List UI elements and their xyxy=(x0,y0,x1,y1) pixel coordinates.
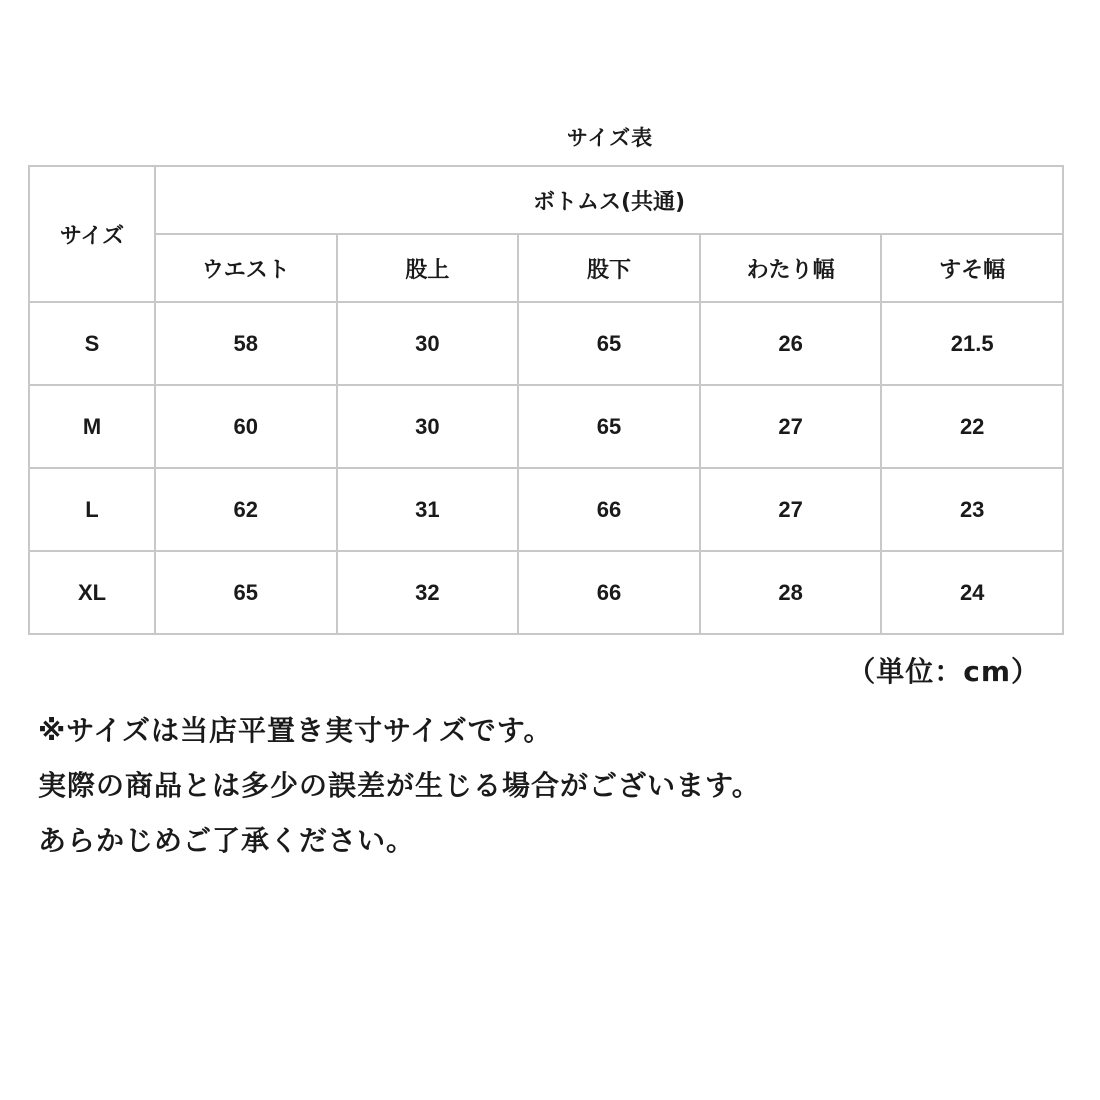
page-title: サイズ表 xyxy=(566,126,654,150)
note-line: ※サイズは当店平置き実寸サイズです。 xyxy=(38,714,553,747)
column-header-rise: 股上 xyxy=(337,234,519,302)
table-cell: 22 xyxy=(881,385,1063,468)
table-cell: 24 xyxy=(881,551,1063,634)
table-cell: 27 xyxy=(700,385,882,468)
table-cell: 21.5 xyxy=(881,302,1063,385)
note-line: あらかじめご了承ください。 xyxy=(38,824,416,857)
size-label: L xyxy=(29,468,155,551)
table-cell: 28 xyxy=(700,551,882,634)
table-cell: 31 xyxy=(337,468,519,551)
table-cell: 30 xyxy=(337,385,519,468)
table-cell: 32 xyxy=(337,551,519,634)
table-row xyxy=(29,551,1063,634)
table-cell: 65 xyxy=(518,385,700,468)
table-cell: 62 xyxy=(155,468,337,551)
table-cell: 65 xyxy=(518,302,700,385)
note-line: 実際の商品とは多少の誤差が生じる場合がございます。 xyxy=(38,769,761,802)
table-row xyxy=(29,385,1063,468)
table-row xyxy=(29,468,1063,551)
column-header-inseam: 股下 xyxy=(518,234,700,302)
table-header-row xyxy=(29,166,1063,234)
column-header-thigh-width: わたり幅 xyxy=(700,234,882,302)
table-cell: 26 xyxy=(700,302,882,385)
table-cell: 66 xyxy=(518,551,700,634)
size-column-header: サイズ xyxy=(29,166,155,302)
notes xyxy=(38,703,761,868)
column-header-waist: ウエスト xyxy=(155,234,337,302)
table-cell: 30 xyxy=(337,302,519,385)
group-header: ボトムス(共通) xyxy=(155,166,1063,234)
table-cell: 23 xyxy=(881,468,1063,551)
table-row xyxy=(29,302,1063,385)
table-cell: 60 xyxy=(155,385,337,468)
table-cell: 66 xyxy=(518,468,700,551)
table-cell: 58 xyxy=(155,302,337,385)
size-label: M xyxy=(29,385,155,468)
size-table xyxy=(28,165,1064,635)
unit-note: （単位：cm） xyxy=(847,655,1040,688)
size-label: XL xyxy=(29,551,155,634)
column-header-hem-width: すそ幅 xyxy=(881,234,1063,302)
size-label: S xyxy=(29,302,155,385)
column-header-row xyxy=(29,234,1063,302)
table-cell: 27 xyxy=(700,468,882,551)
table-cell: 65 xyxy=(155,551,337,634)
